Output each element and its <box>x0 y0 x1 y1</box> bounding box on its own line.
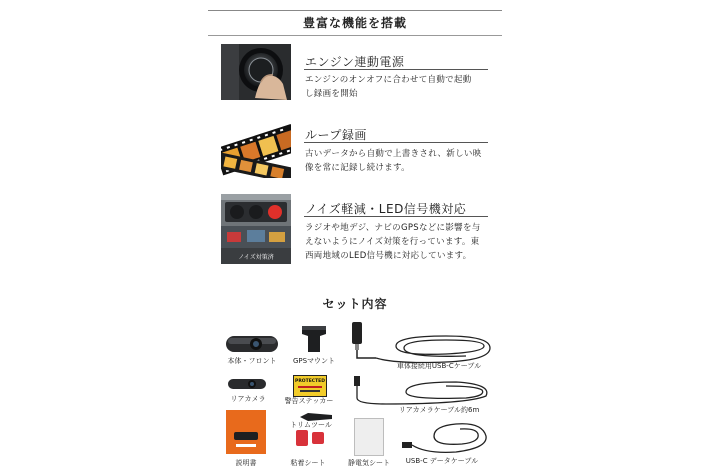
kit-item-label: GPSマウント <box>292 357 336 365</box>
section-title: 豊富な機能を搭載 <box>302 16 407 30</box>
warning-sticker-image <box>293 375 327 397</box>
noise-label: ノイズ対策済 <box>238 254 274 261</box>
film-strip-image <box>221 122 291 178</box>
kit-title: セット内容 <box>322 297 388 311</box>
kit-item-label: トリムツール <box>290 421 332 429</box>
feature-title-underline <box>304 216 488 217</box>
feature-title: ループ録画 <box>305 128 367 142</box>
sticker-label: PROTECTED <box>295 379 325 384</box>
kit-item-label: 粘着シート <box>290 459 326 467</box>
kit-item-label: USB-C データケーブル <box>405 457 479 465</box>
data-cable-image <box>396 414 492 460</box>
traffic-light-image <box>221 194 291 264</box>
kit-item-label: 説明書 <box>235 459 257 467</box>
feature-title: ノイズ軽減・LED信号機対応 <box>305 202 467 216</box>
feature-description: ラジオや地デジ、ナビのGPSなどに影響を与 えないようにノイズ対策を行っています。東 西両地域のLED信号機に対応しています。 <box>305 223 481 261</box>
manual-image <box>226 410 266 454</box>
section-title-underline <box>208 35 502 36</box>
kit-item-label: リアカメラケーブル約6m <box>398 406 480 414</box>
kit-item-label: 車体接続用USB-Cケーブル <box>396 362 482 370</box>
feature-description: エンジンのオンオフに合わせて自動で起動 し録画を開始 <box>305 75 472 99</box>
feature-title-underline <box>304 69 488 70</box>
engine-start-button-image <box>221 44 291 100</box>
kit-item-label: リアカメラ <box>230 395 266 403</box>
kit-item-label: 静電気シート <box>348 459 390 467</box>
kit-item-label: 警告ステッカー <box>284 397 334 405</box>
static-sheet-image <box>354 418 384 456</box>
adhesive-sheet-image <box>312 432 324 444</box>
gps-mount-image <box>298 322 330 358</box>
kit-item-label: 本体・フロント <box>227 357 277 365</box>
feature-title-underline <box>304 142 488 143</box>
feature-description: 古いデータから自動で上書きされ、新しい映 像を常に記録し続けます。 <box>305 149 482 173</box>
adhesive-sheet-image <box>296 430 308 446</box>
feature-title: エンジン連動電源 <box>305 55 405 69</box>
rear-camera-image <box>228 376 266 396</box>
top-divider <box>208 10 502 11</box>
